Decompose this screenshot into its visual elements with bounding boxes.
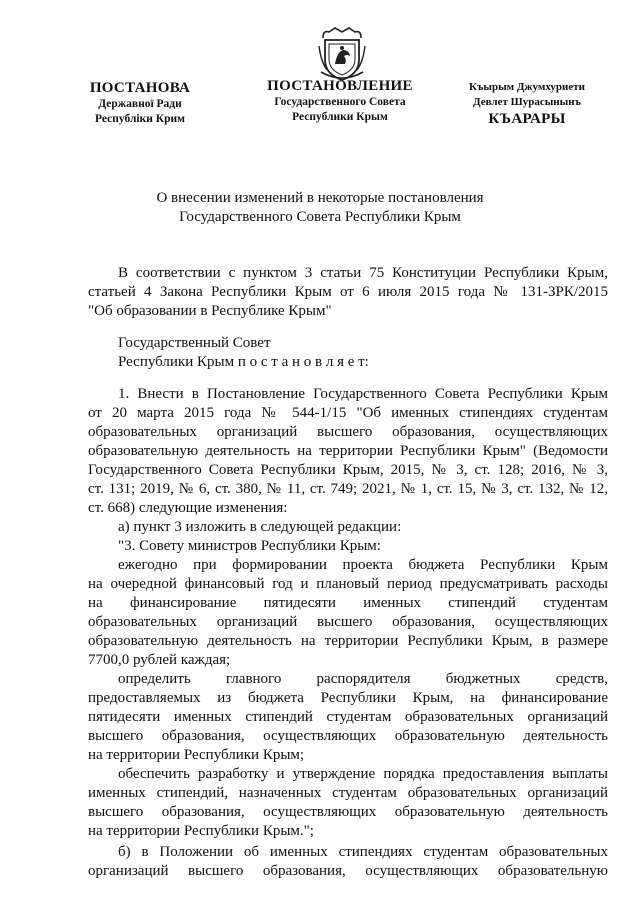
- body-line: а) пункт 3 изложить в следующей редакции:: [118, 519, 402, 535]
- body-line: Государственный Совет: [118, 335, 271, 351]
- header-russian-title: ПОСТАНОВЛЕНИЕ: [267, 78, 413, 94]
- header-crimean-tatar-title: КЪАРАРЫ: [488, 111, 566, 127]
- body-line: от 20 марта 2015 года № 544-1/15 "Об именных стипендиях студентам: [88, 405, 608, 421]
- body-line: статьей 4 Закона Республики Крым от 6 июля 2015 года № 131-ЗРК/2015: [88, 284, 608, 300]
- header-ukrainian-line2: Республіки Крим: [95, 113, 185, 125]
- header-ukrainian-title: ПОСТАНОВА: [89, 80, 191, 96]
- body-line: ст. 668) следующие изменения:: [88, 500, 288, 516]
- body-line: Государственного Совета Республики Крым, 2015, № 3, ст. 128; 2016, № 3,: [88, 462, 608, 478]
- header-crimean-tatar: [452, 80, 602, 128]
- body-line: организаций высшего образования, осуществляющих образовательную: [88, 863, 608, 879]
- body-line: на очередной финансовый год и плановый период предусматривать расходы: [88, 576, 608, 592]
- body-line: Республики Крым п о с т а н о в л я е т:: [118, 354, 369, 370]
- coat-of-arms-emblem: [317, 26, 367, 82]
- header-crimean-tatar-line1: Къырым Джумхуриети: [469, 81, 585, 93]
- body-line: б) в Положении об именных стипендиях студентам образовательных: [118, 844, 608, 860]
- header-russian: [250, 78, 430, 125]
- document-title: [80, 189, 560, 227]
- crimea-emblem-icon: [317, 26, 367, 82]
- body-line: пятидесяти именных стипендий студентам образовательных организаций: [88, 709, 608, 725]
- body-line: 7700,0 рублей каждая;: [88, 652, 231, 668]
- header-russian-line1: Государственного Совета: [274, 96, 406, 108]
- body-line: на территории Республики Крым.";: [88, 823, 314, 839]
- body-line: образовательную деятельность на территории Республики Крым, в размере: [88, 633, 608, 649]
- body-line: "Об образовании в Республике Крым": [88, 303, 332, 319]
- body-line: высшего образования, осуществляющих образовательную деятельность: [88, 804, 608, 820]
- body-line: высшего образования, осуществляющих образовательную деятельность: [88, 728, 608, 744]
- body-line: именных стипендий, назначенных студентам образовательных организаций: [88, 785, 608, 801]
- body-line: образовательную деятельность на территории Республики Крым" (Ведомости: [88, 443, 608, 459]
- body-line: предоставляемых из бюджета Республики Крым, на финансирование: [88, 690, 608, 706]
- body-line: 1. Внести в Постановление Государственного Совета Республики Крым: [118, 386, 608, 402]
- body-line: на финансирование пятидесяти именных стипендий студентам: [88, 595, 608, 611]
- body-line: образовательных организаций высшего образования, осуществляющих: [88, 614, 608, 630]
- body-line: В соответствии с пунктом 3 статьи 75 Конституции Республики Крым,: [118, 265, 608, 281]
- body-line: ст. 131; 2019, № 6, ст. 380, № 11, ст. 749; 2021, № 1, ст. 15, № 3, ст. 132, № 12,: [88, 481, 608, 497]
- body-line: обеспечить разработку и утверждение порядка предоставления выплаты: [118, 766, 608, 782]
- document-title-line1: О внесении изменений в некоторые постановления: [156, 190, 484, 206]
- header-ukrainian: [70, 80, 210, 127]
- document-title-line2: Государственного Совета Республики Крым: [179, 209, 461, 225]
- header-russian-line2: Республики Крым: [292, 111, 388, 123]
- body-line: "3. Совету министров Республики Крым:: [118, 538, 381, 554]
- body-line: на территории Республики Крым;: [88, 747, 305, 763]
- body-line: ежегодно при формировании проекта бюджета Республики Крым: [118, 557, 608, 573]
- header-crimean-tatar-line2: Девлет Шурасынынъ: [473, 96, 581, 108]
- header-ukrainian-line1: Державної Ради: [98, 98, 182, 110]
- body-line: образовательных организаций высшего образования, осуществляющих: [88, 424, 608, 440]
- body-line: определить главного распорядителя бюджетных средств,: [118, 671, 608, 687]
